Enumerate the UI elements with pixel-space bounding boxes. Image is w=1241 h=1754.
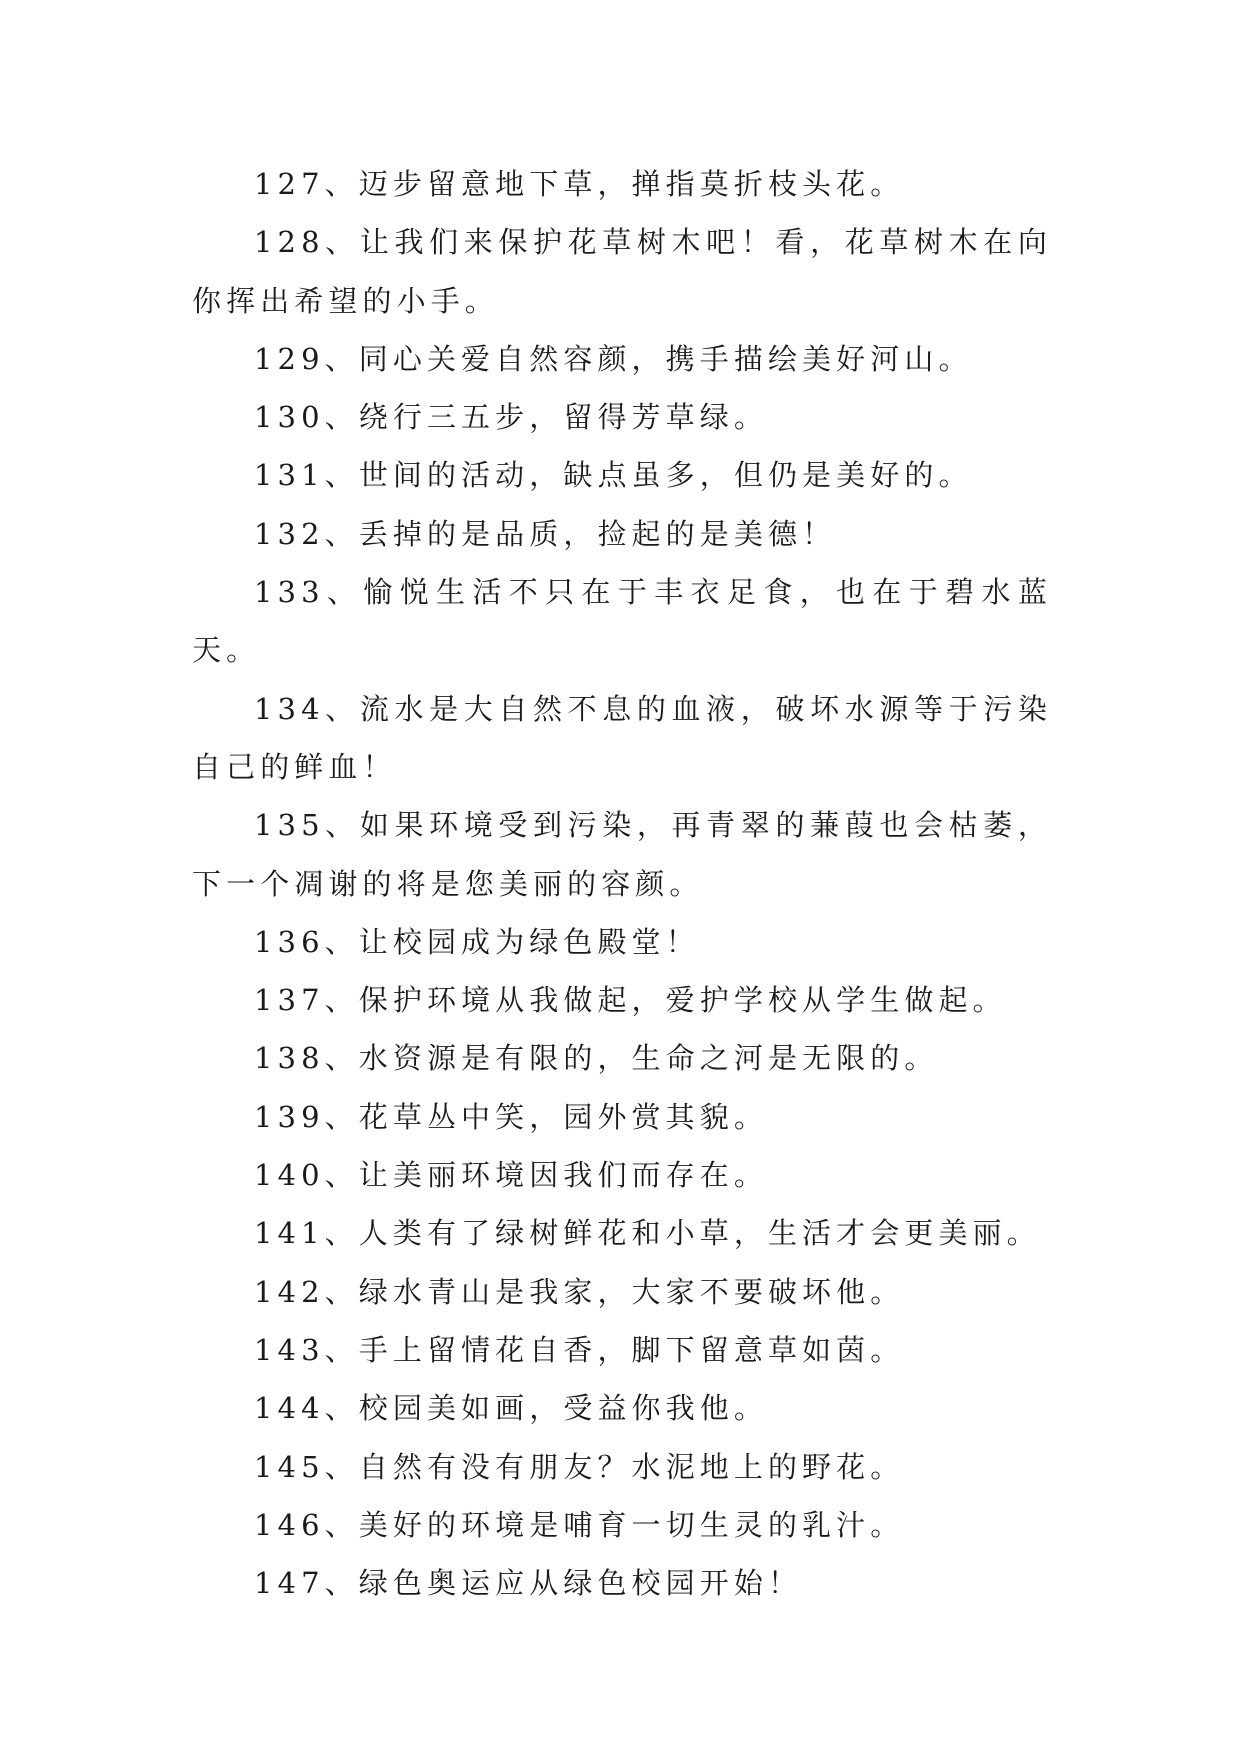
slogan-item: 143、手上留情花自香，脚下留意草如茵。	[254, 1332, 905, 1367]
slogan-item: 133、愉悦生活不只在于丰衣足食，也在于碧水蓝天。	[192, 575, 1052, 668]
slogan-item: 138、水资源是有限的，生命之河是无限的。	[254, 1041, 939, 1076]
slogan-item: 141、人类有了绿树鲜花和小草，生活才会更美丽。	[254, 1216, 1041, 1251]
slogan-item: 145、自然有没有朋友？水泥地上的野花。	[254, 1449, 905, 1484]
slogan-item: 142、绿水青山是我家，大家不要破坏他。	[254, 1274, 905, 1309]
slogan-item: 131、世间的活动，缺点虽多，但仍是美好的。	[254, 458, 973, 493]
slogan-item: 129、同心关爱自然容颜，携手描绘美好河山。	[254, 341, 973, 376]
slogan-item: 132、丢掉的是品质，捡起的是美德！	[254, 516, 837, 551]
slogan-item: 146、美好的环境是哺育一切生灵的乳汁。	[254, 1507, 905, 1542]
slogan-item: 127、迈步留意地下草，掸指莫折枝头花。	[254, 167, 905, 201]
slogan-item: 137、保护环境从我做起，爱护学校从学生做起。	[254, 983, 1007, 1018]
slogan-item: 136、让校园成为绿色殿堂！	[254, 924, 700, 959]
slogan-item: 135、如果环境受到污染，再青翠的蒹葭也会枯萎，下一个凋谢的将是您美丽的容颜。	[192, 808, 1052, 901]
slogan-list	[192, 155, 1052, 1612]
slogan-item: 139、花草丛中笑，园外赏其貌。	[254, 1099, 768, 1134]
slogan-item: 144、校园美如画，受益你我他。	[254, 1391, 768, 1426]
slogan-item: 128、让我们来保护花草树木吧！看，花草树木在向你挥出希望的小手。	[192, 225, 1052, 318]
slogan-item: 134、流水是大自然不息的血液，破坏水源等于污染自己的鲜血！	[192, 691, 1052, 784]
slogan-item: 147、绿色奥运应从绿色校园开始！	[254, 1566, 803, 1601]
slogan-item: 140、让美丽环境因我们而存在。	[254, 1158, 768, 1193]
slogan-item: 130、绕行三五步，留得芳草绿。	[254, 400, 768, 435]
